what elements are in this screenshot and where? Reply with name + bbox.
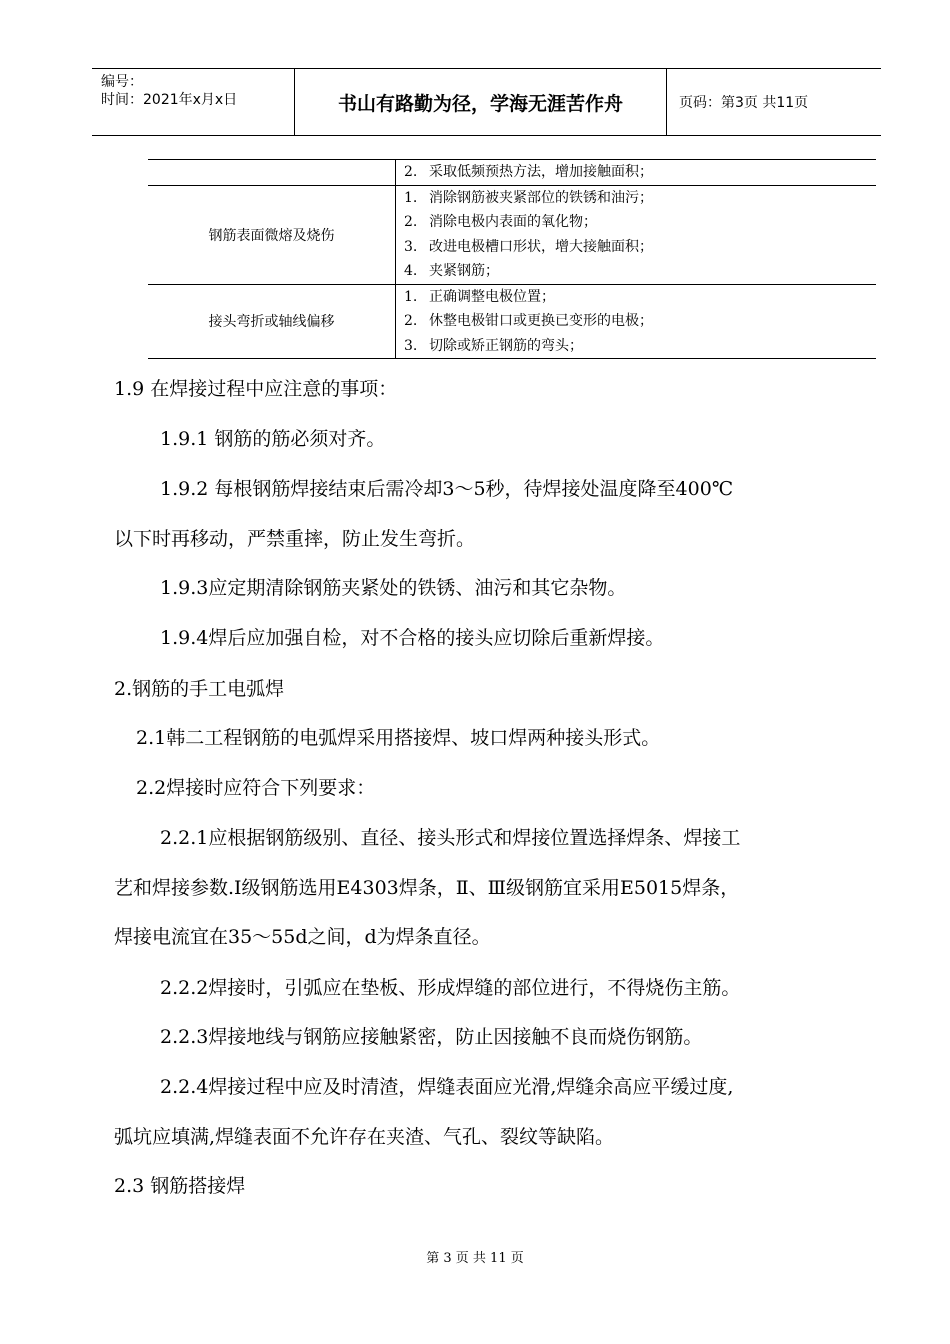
header-motto: 书山有路勤为径，学海无涯苦作舟 bbox=[294, 69, 667, 135]
section-1-9-1: 1.9.1 钢筋的筋必须对齐。 bbox=[160, 428, 386, 450]
remedy-cell bbox=[396, 284, 877, 359]
section-2-2-1-line1: 2.2.1应根据钢筋级别、直径、接头形式和焊接位置选择焊条、焊接工 bbox=[160, 827, 741, 849]
remedy-item: 3. 改进电极槽口形状，增大接触面积； bbox=[404, 238, 653, 255]
table-row bbox=[148, 284, 876, 359]
defect-cell bbox=[148, 160, 396, 186]
section-1-9: 1.9 在焊接过程中应注意的事项： bbox=[114, 378, 398, 400]
remedy-item: 2. 休整电极钳口或更换已变形的电极； bbox=[404, 313, 653, 329]
remedy-cell bbox=[396, 160, 877, 186]
section-2-2-3: 2.2.3焊接地线与钢筋应接触紧密，防止因接触不良而烧伤钢筋。 bbox=[160, 1026, 703, 1048]
section-2-2-1-line3: 焊接电流宜在35～55d之间，d为焊条直径。 bbox=[114, 926, 491, 948]
section-1-9-2-line1: 1.9.2 每根钢筋焊接结束后需冷却3～5秒，待焊接处温度降至400℃ bbox=[160, 478, 734, 500]
section-2-2-2: 2.2.2焊接时，引弧应在垫板、形成焊缝的部位进行，不得烧伤主筋。 bbox=[160, 977, 741, 999]
defect-cell: 钢筋表面微熔及烧伤 bbox=[148, 185, 396, 284]
defect-cell: 接头弯折或轴线偏移 bbox=[148, 284, 396, 359]
remedy-item: 1. 消除钢筋被夹紧部位的铁锈和油污； bbox=[404, 189, 653, 206]
section-1-9-4: 1.9.4焊后应加强自检，对不合格的接头应切除后重新焊接。 bbox=[160, 627, 665, 649]
defect-remedy-table bbox=[148, 159, 876, 359]
section-2-title: 2.钢筋的手工电弧焊 bbox=[114, 678, 285, 700]
time-label: 时间：2021年x月x日 bbox=[101, 92, 238, 108]
page-footer: 第 3 页 共 11 页 bbox=[426, 1251, 524, 1266]
section-2-1: 2.1韩二工程钢筋的电弧焊采用搭接焊、坡口焊两种接头形式。 bbox=[136, 727, 661, 749]
section-2-2-4-line2: 弧坑应填满,焊缝表面不允许存在夹渣、气孔、裂纹等缺陷。 bbox=[114, 1126, 615, 1148]
section-2-2-1-line2: 艺和焊接参数.Ⅰ级钢筋选用E4303焊条，Ⅱ、Ⅲ级钢筋宜采用E5015焊条， bbox=[114, 877, 740, 899]
section-1-9-2-line2: 以下时再移动，严禁重摔，防止发生弯折。 bbox=[114, 528, 476, 550]
header-meta bbox=[92, 69, 294, 135]
table-row bbox=[148, 160, 876, 186]
remedy-item: 3. 切除或矫正钢筋的弯头； bbox=[404, 337, 583, 354]
page-header bbox=[92, 68, 881, 136]
number-label: 编号： bbox=[101, 74, 143, 90]
section-2-2-4-line1: 2.2.4焊接过程中应及时清渣，焊缝表面应光滑,焊缝余高应平缓过度, bbox=[160, 1076, 734, 1098]
table-row bbox=[148, 185, 876, 284]
remedy-cell bbox=[396, 185, 877, 284]
remedy-item: 2. 消除电极内表面的氧化物； bbox=[404, 214, 597, 230]
section-2-3: 2.3 钢筋搭接焊 bbox=[114, 1175, 246, 1197]
section-2-2: 2.2焊接时应符合下列要求： bbox=[136, 777, 376, 799]
remedy-item: 2. 采取低频预热方法，增加接触面积； bbox=[404, 164, 653, 180]
section-1-9-3: 1.9.3应定期清除钢筋夹紧处的铁锈、油污和其它杂物。 bbox=[160, 577, 627, 599]
remedy-item: 1. 正确调整电极位置； bbox=[404, 288, 555, 305]
remedy-item: 4. 夹紧钢筋； bbox=[404, 263, 499, 279]
header-page-info: 页码：第3页 共11页 bbox=[679, 95, 809, 111]
